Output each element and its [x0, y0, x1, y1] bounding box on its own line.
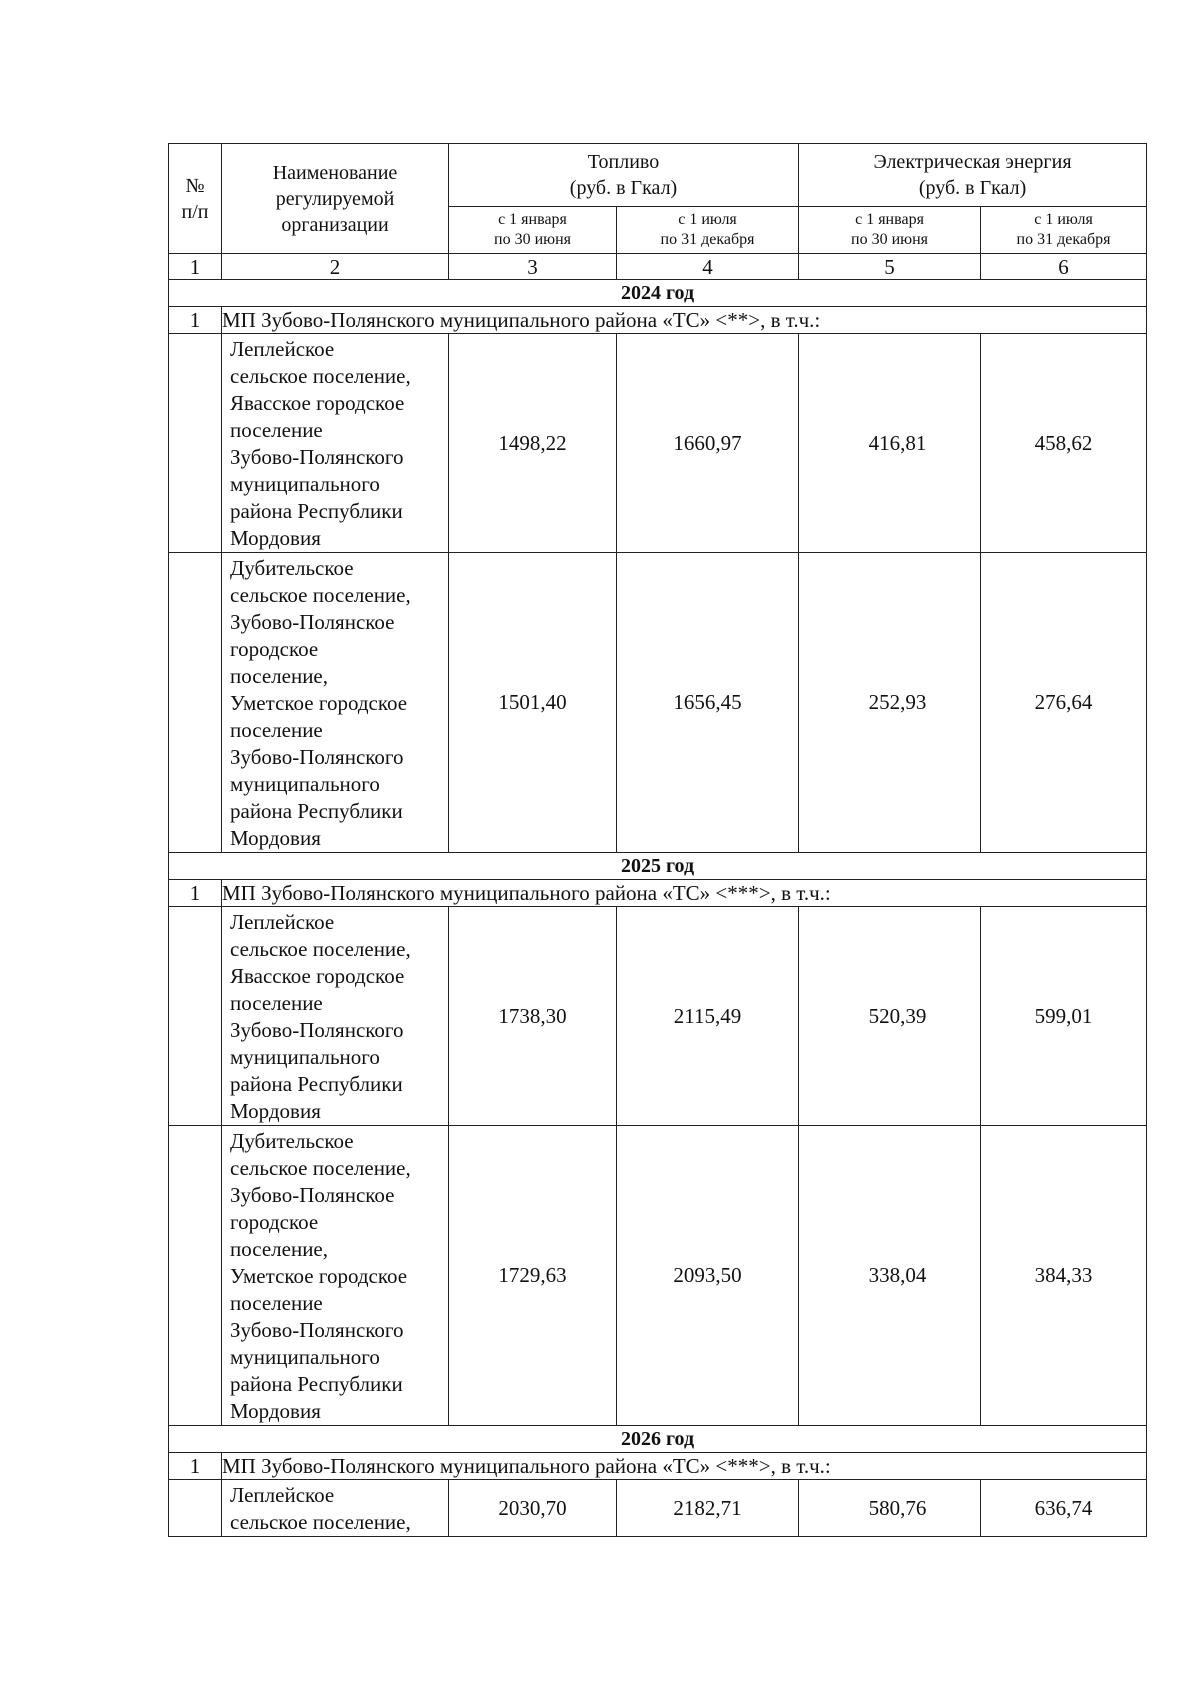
settlement-row	[169, 553, 1147, 853]
col-name-header	[222, 144, 449, 254]
settlement-name-line: Уметское городское	[230, 691, 408, 715]
electricity-period-h2-header	[981, 207, 1147, 254]
fuel-period-h2-header	[617, 207, 799, 254]
electricity-h1-value: 520,39	[799, 907, 981, 1126]
settlement-name-line: Явасское городское	[230, 391, 405, 415]
settlement-name	[222, 1480, 449, 1537]
period-line: по 31 декабря	[1016, 231, 1111, 248]
electricity-group-header-line: (руб. в Гкал)	[918, 177, 1027, 199]
fuel-group-header-line: (руб. в Гкал)	[569, 177, 678, 199]
settlement-name-line: Мордовия	[230, 526, 321, 550]
column-number: 2	[222, 254, 449, 280]
fuel-h1-value: 1738,30	[449, 907, 617, 1126]
fuel-h2-value: 1656,45	[617, 553, 799, 853]
settlement-name-line: Зубово-Полянского	[230, 445, 404, 469]
year-label: 2024 год	[169, 280, 1147, 307]
settlement-name-line: поселение,	[230, 664, 329, 688]
organization-row	[169, 1453, 1147, 1480]
settlement-name-line: сельское поселение,	[230, 1510, 411, 1534]
electricity-h1-value: 416,81	[799, 334, 981, 553]
settlement-number-cell	[169, 1126, 222, 1426]
settlement-name-line: Мордовия	[230, 1099, 321, 1123]
col-number-header-line: №	[185, 174, 205, 197]
year-label: 2025 год	[169, 853, 1147, 880]
fuel-h2-value: 2093,50	[617, 1126, 799, 1426]
year-row	[169, 1426, 1147, 1453]
settlement-name-line: Зубово-Полянского	[230, 745, 404, 769]
col-number-header-line: п/п	[181, 200, 209, 223]
settlement-name	[222, 907, 449, 1126]
electricity-h2-value: 276,64	[981, 553, 1147, 853]
fuel-h1-value: 1498,22	[449, 334, 617, 553]
period-line: по 30 июня	[851, 231, 929, 248]
settlement-name-line: Зубово-Полянское	[230, 1183, 395, 1207]
settlement-name	[222, 1126, 449, 1426]
settlement-name-line: района Республики	[230, 799, 403, 823]
col-name-header-line: регулируемой	[275, 187, 395, 210]
organization-number: 1	[169, 307, 222, 334]
settlement-name-line: Дубительское	[230, 1129, 354, 1153]
settlement-row	[169, 334, 1147, 553]
settlement-name-line: поселение	[230, 718, 323, 742]
electricity-h2-value: 599,01	[981, 907, 1147, 1126]
settlement-name-line: сельское поселение,	[230, 1156, 411, 1180]
tariff-table-body	[169, 144, 1147, 1537]
electricity-group-header-line: Электрическая энергия	[873, 151, 1072, 173]
electricity-h2-value: 384,33	[981, 1126, 1147, 1426]
settlement-number-cell	[169, 334, 222, 553]
column-number: 5	[799, 254, 981, 280]
settlement-name-line: городское	[230, 637, 319, 661]
year-row	[169, 853, 1147, 880]
settlement-row	[169, 1126, 1147, 1426]
period-line: по 30 июня	[494, 231, 571, 248]
col-number-header	[169, 144, 222, 254]
settlement-name-line: Мордовия	[230, 1399, 321, 1423]
electricity-h1-value: 338,04	[799, 1126, 981, 1426]
organization-name: МП Зубово-Полянского муниципального района «ТС» <***>, в т.ч.:	[222, 1453, 1147, 1480]
organization-name: МП Зубово-Полянского муниципального района «ТС» <**>, в т.ч.:	[222, 307, 1147, 334]
col-name-header-line: Наименование	[272, 161, 398, 184]
fuel-h1-value: 2030,70	[449, 1480, 617, 1537]
year-label: 2026 год	[169, 1426, 1147, 1453]
period-line: по 31 декабря	[660, 231, 755, 248]
column-number: 1	[169, 254, 222, 280]
settlement-name-line: Леплейское	[230, 910, 335, 934]
electricity-h1-value: 252,93	[799, 553, 981, 853]
settlement-name	[222, 334, 449, 553]
column-number: 6	[981, 254, 1147, 280]
electricity-h1-value: 580,76	[799, 1480, 981, 1537]
year-row	[169, 280, 1147, 307]
period-line: с 1 января	[498, 211, 567, 228]
settlement-name-line: района Республики	[230, 499, 403, 523]
column-number-row	[169, 254, 1147, 280]
fuel-group-header	[449, 144, 799, 207]
settlement-name-line: района Республики	[230, 1372, 403, 1396]
settlement-name-line: Мордовия	[230, 826, 321, 850]
col-name-header-line: организации	[281, 213, 389, 236]
settlement-name-line: Уметское городское	[230, 1264, 408, 1288]
settlement-name-line: поселение	[230, 418, 323, 442]
settlement-number-cell	[169, 1480, 222, 1537]
header-row-groups	[169, 144, 1147, 207]
organization-name: МП Зубово-Полянского муниципального района «ТС» <***>, в т.ч.:	[222, 880, 1147, 907]
settlement-name-line: поселение	[230, 991, 323, 1015]
settlement-name-line: Зубово-Полянское	[230, 610, 395, 634]
organization-row	[169, 880, 1147, 907]
fuel-group-header-line: Топливо	[587, 151, 660, 173]
settlement-name-line: поселение,	[230, 1237, 329, 1261]
electricity-period-h1-header	[799, 207, 981, 254]
settlement-name-line: сельское поселение,	[230, 364, 411, 388]
fuel-h2-value: 2115,49	[617, 907, 799, 1126]
fuel-period-h1-header	[449, 207, 617, 254]
settlement-name-line: района Республики	[230, 1072, 403, 1096]
fuel-h2-value: 1660,97	[617, 334, 799, 553]
settlement-row	[169, 1480, 1147, 1537]
fuel-h1-value: 1501,40	[449, 553, 617, 853]
settlement-name-line: Зубово-Полянского	[230, 1018, 404, 1042]
settlement-name-line: Леплейское	[230, 1483, 335, 1507]
tariff-table	[168, 143, 1147, 1537]
settlement-name-line: поселение	[230, 1291, 323, 1315]
settlement-number-cell	[169, 907, 222, 1126]
period-line: с 1 января	[855, 211, 924, 228]
settlement-row	[169, 907, 1147, 1126]
fuel-h1-value: 1729,63	[449, 1126, 617, 1426]
settlement-name-line: сельское поселение,	[230, 937, 411, 961]
settlement-name-line: Дубительское	[230, 556, 354, 580]
settlement-name-line: Явасское городское	[230, 964, 405, 988]
electricity-h2-value: 636,74	[981, 1480, 1147, 1537]
settlement-name-line: сельское поселение,	[230, 583, 411, 607]
column-number: 4	[617, 254, 799, 280]
settlement-name-line: городское	[230, 1210, 319, 1234]
fuel-h2-value: 2182,71	[617, 1480, 799, 1537]
organization-number: 1	[169, 1453, 222, 1480]
settlement-name-line: муниципального	[230, 1345, 380, 1369]
electricity-group-header	[799, 144, 1147, 207]
organization-number: 1	[169, 880, 222, 907]
organization-row	[169, 307, 1147, 334]
period-line: с 1 июля	[678, 211, 737, 228]
period-line: с 1 июля	[1034, 211, 1093, 228]
settlement-name-line: муниципального	[230, 472, 380, 496]
settlement-name-line: муниципального	[230, 1045, 380, 1069]
settlement-name-line: Леплейское	[230, 337, 335, 361]
settlement-number-cell	[169, 553, 222, 853]
electricity-h2-value: 458,62	[981, 334, 1147, 553]
column-number: 3	[449, 254, 617, 280]
settlement-name-line: Зубово-Полянского	[230, 1318, 404, 1342]
settlement-name-line: муниципального	[230, 772, 380, 796]
settlement-name	[222, 553, 449, 853]
